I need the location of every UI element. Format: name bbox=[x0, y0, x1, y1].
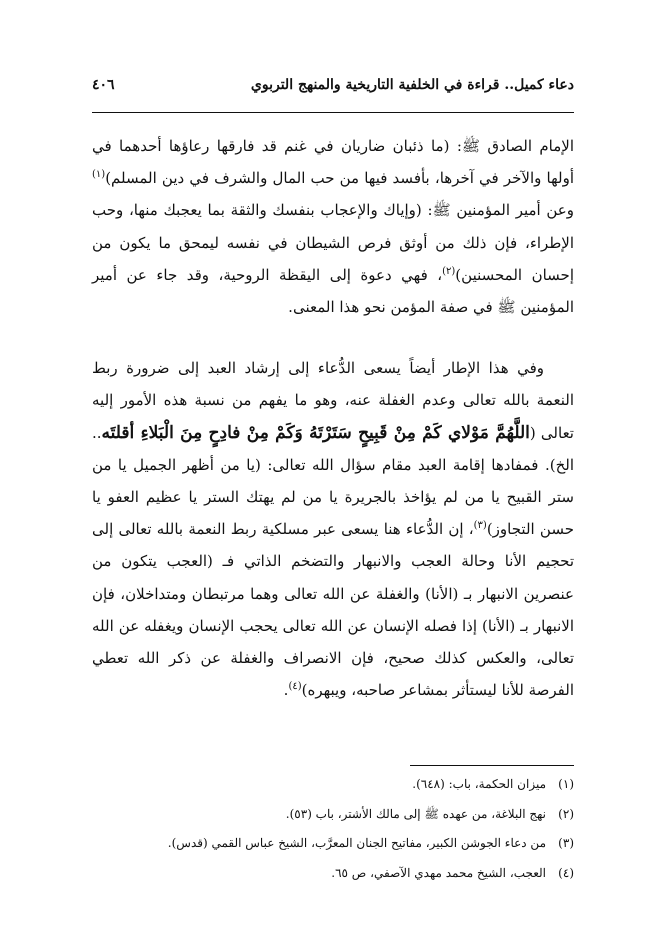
footnote-ref-3: (٣) bbox=[473, 520, 487, 532]
paragraph-1 bbox=[92, 130, 574, 323]
footnote-divider bbox=[410, 765, 574, 766]
footnote-number: (٤) bbox=[558, 865, 574, 880]
footnote-number: (١) bbox=[558, 777, 574, 791]
footnote-text: نهج البلاغة، من عهده ﷺ إلى مالك الأشتر، باب (٥٣). bbox=[285, 806, 546, 821]
footnotes bbox=[92, 770, 574, 888]
paragraph-1-part-a: الإمام الصادق ﷺ: (ما ذئبان ضاريان في غنم قد فارقها رعاؤها أحدهما في أولها والآخر في آخرها، بأفسد فيها من حب المال والشرف في دين المسلم) bbox=[92, 137, 574, 188]
running-title: دعاء كميل.. قراءة في الخلفية التاريخية والمنهج التربوي bbox=[250, 77, 574, 93]
footnote-number: (٢) bbox=[558, 806, 574, 821]
footnote-item bbox=[92, 800, 574, 830]
header-divider bbox=[92, 112, 574, 113]
paragraph-2-part-a: وفي هذا الإطار أيضاً يسعى الدُّعاء إلى إرشاد العبد إلى ضرورة ربط النعمة بالله تعالى وعدم الغفلة عنه، وهو ما يفهم من نسبة هذه الأمور إليه تعالى ( bbox=[92, 359, 574, 442]
paragraph-2-part-b: .. الخ). فمفادها إقامة العبد مقام سؤال الله تعالى: (يا من أظهر الجميل يا من ستر القبيح يا من لم يؤاخذ بالجريرة يا من لم يهتك الستر يا عظيم العفو يا حسن التجاوز) bbox=[92, 423, 574, 539]
footnote-text: من دعاء الجوشن الكبير، مفاتيح الجنان المعرَّب، الشيخ عباس القمي (قدس). bbox=[167, 836, 546, 850]
footnote-ref-4: (٤) bbox=[288, 681, 302, 693]
paragraph-1-part-b: وعن أمير المؤمنين ﷺ: (وإياك والإعجاب بنفسك والثقة بما يعجبك منها، وحب الإطراء، فإن ذلك من أوثق فرص الشيطان في نفسه ليمحق ما يكون من إحسان المحسنين) bbox=[92, 201, 575, 284]
prayer-quote: اللَّهُمَّ مَوْلاي كَمْ مِنْ قَبِيحٍ سَتَرْتَهُ وَكَمْ مِنْ فادِحٍ مِنَ الْبَلاءِ أقلتَه bbox=[101, 422, 530, 443]
footnote-item bbox=[92, 829, 574, 859]
footnote-item bbox=[92, 770, 574, 800]
page-header bbox=[92, 70, 574, 100]
footnote-ref-2: (٢) bbox=[442, 265, 456, 277]
paragraph-gap bbox=[92, 323, 574, 352]
paragraph-2-part-c: ، إن الدُّعاء هنا يسعى عبر مسلكية ربط النعمة بالله تعالى إلى تحجيم الأنا وحالة العجب والانبهار والتضخم الذاتي فـ (العجب يتكون من عنصرين الانبهار بـ (الأنا) والغفلة عن الله تعالى وهما مرتبطان ومتداخلان، فإن الانبهار بـ (الأنا) إذا فصله الإنسان عن الله تعالى يحجب الإنسان ويغفله عن الله تعالى، والعكس كذلك صحيح، فإن الانصراف والغفلة عن ذكر الله تعطي الفرصة للأنا ليستأثر بمشاعر صاحبه، ويبهره) bbox=[92, 520, 574, 700]
paragraph-1-part-c: ، فهي دعوة إلى اليقظة الروحية، وقد جاء عن أمير المؤمنين ﷺ في صفة المؤمن نحو هذا المعنى. bbox=[92, 265, 574, 317]
footnote-number: (٣) bbox=[558, 836, 574, 850]
footnote-text: ميزان الحكمة، باب: (٦٤٨). bbox=[412, 777, 546, 791]
footnote-ref-1: (١) bbox=[92, 169, 106, 181]
main-text bbox=[92, 130, 574, 706]
footnote-text: العجب، الشيخ محمد مهدي الآصفي، ص ٦٥. bbox=[331, 865, 546, 880]
footnote-item bbox=[92, 859, 574, 889]
paragraph-2-part-d: . bbox=[283, 681, 289, 700]
page-number: ٤٠٦ bbox=[92, 77, 115, 93]
paragraph-2 bbox=[92, 352, 574, 706]
